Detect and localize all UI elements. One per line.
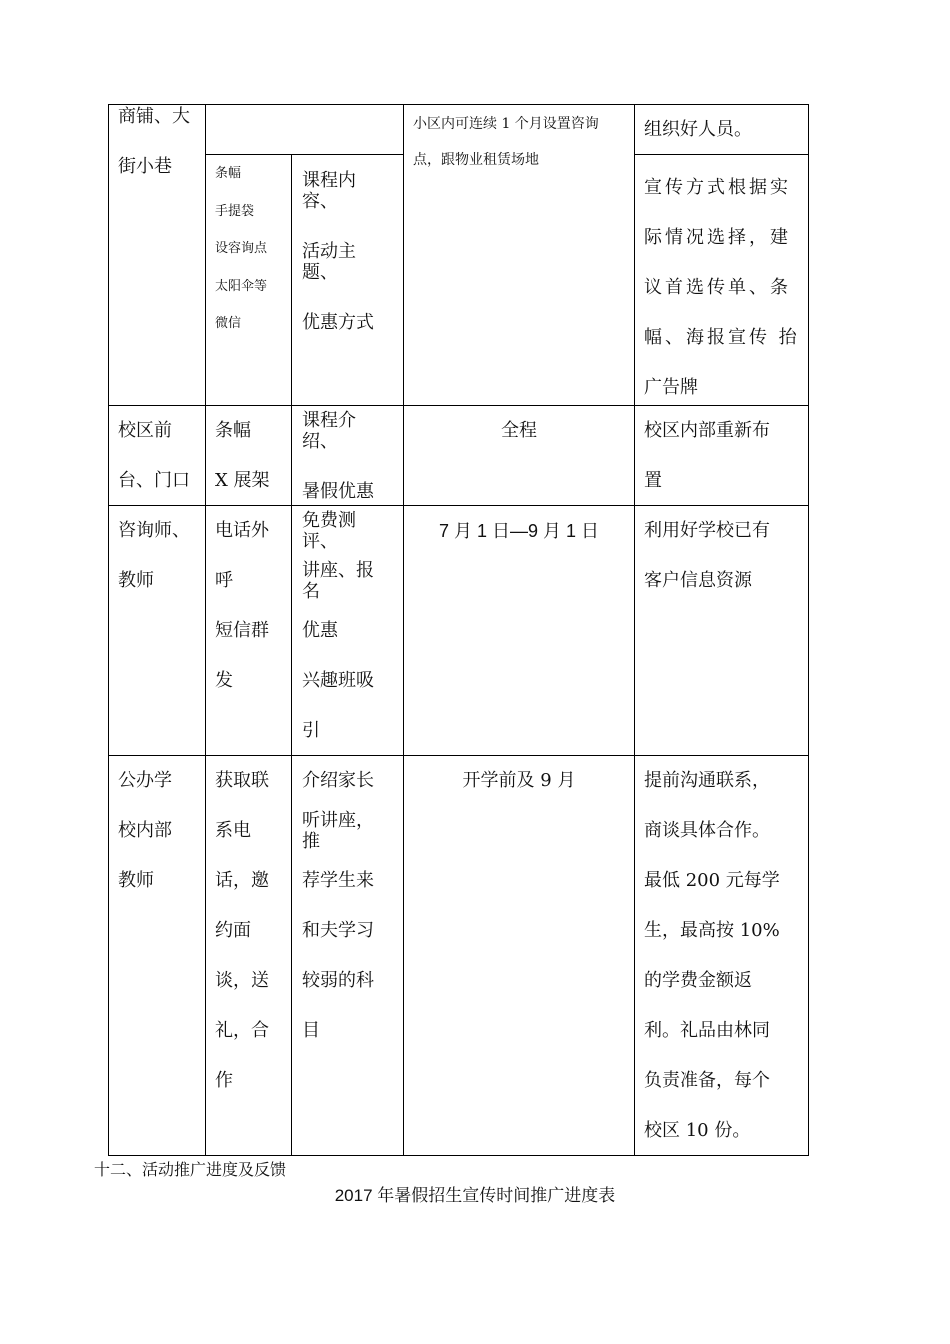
grid-line: [403, 104, 404, 1156]
cell-location: 咨询师、 教师: [118, 520, 190, 591]
cell-content: 免费测 评、 讲座、报 名 优惠 兴趣班吸 引: [302, 510, 374, 741]
cell-note: 宣传方式根据实 际情况选择，建 议首选传单、条 幅、海报宣传 抬 广告牌: [644, 177, 800, 398]
cell-location: 公办学 校内部 教师: [118, 770, 172, 891]
cell-time: 开学前及 9 月: [462, 770, 576, 791]
section-heading: 十二、活动推广进度及反馈: [94, 1160, 287, 1179]
cell-media: 条幅 手提袋 设容询点 太阳伞等 微信: [215, 166, 268, 331]
cell-content: 课程内 容、 活动主 题、 优惠方式: [302, 170, 374, 333]
cell-content: 课程介 绍、 暑假优惠: [302, 410, 374, 502]
cell-note: 提前沟通联系， 商谈具体合作。 最低 200 元每学 生，最高按 10% 的学费金额返 利。礼品由林同 负责准备，每个 校区 10 份。: [644, 770, 780, 1141]
grid-line: [808, 104, 809, 1156]
table-caption: 2017 年暑假招生宣传时间推广进度表: [334, 1186, 616, 1205]
cell-note: 利用好学校已有 客户信息资源: [644, 520, 770, 591]
cell-media: 电话外 呼 短信群 发: [215, 520, 269, 691]
cell-location: 校区前 台、门口: [118, 420, 190, 491]
cell-media: 获取联 系电 话，邀 约面 谈，送 礼，合 作: [215, 770, 269, 1091]
grid-line: [291, 154, 292, 1156]
cell-note-top: 组织好人员。: [644, 119, 752, 140]
cell-media: 条幅 X 展架: [215, 420, 270, 491]
cell-time: 小区内可连续 1 个月设置咨询 点，跟物业租赁场地: [413, 116, 599, 168]
cell-time: 全程: [501, 420, 537, 441]
cell-time: 7 月 1 日—9 月 1 日: [438, 521, 600, 541]
cell-location: 商铺、大 街小巷: [118, 106, 190, 177]
grid-line: [205, 104, 206, 1156]
grid-line: [634, 104, 635, 1156]
cell-content: 介绍家长 听讲座， 推 荐学生来 和夫学习 较弱的科 目: [302, 770, 374, 1041]
cell-note: 校区内部重新布 置: [644, 420, 770, 491]
grid-line: [108, 104, 109, 1156]
